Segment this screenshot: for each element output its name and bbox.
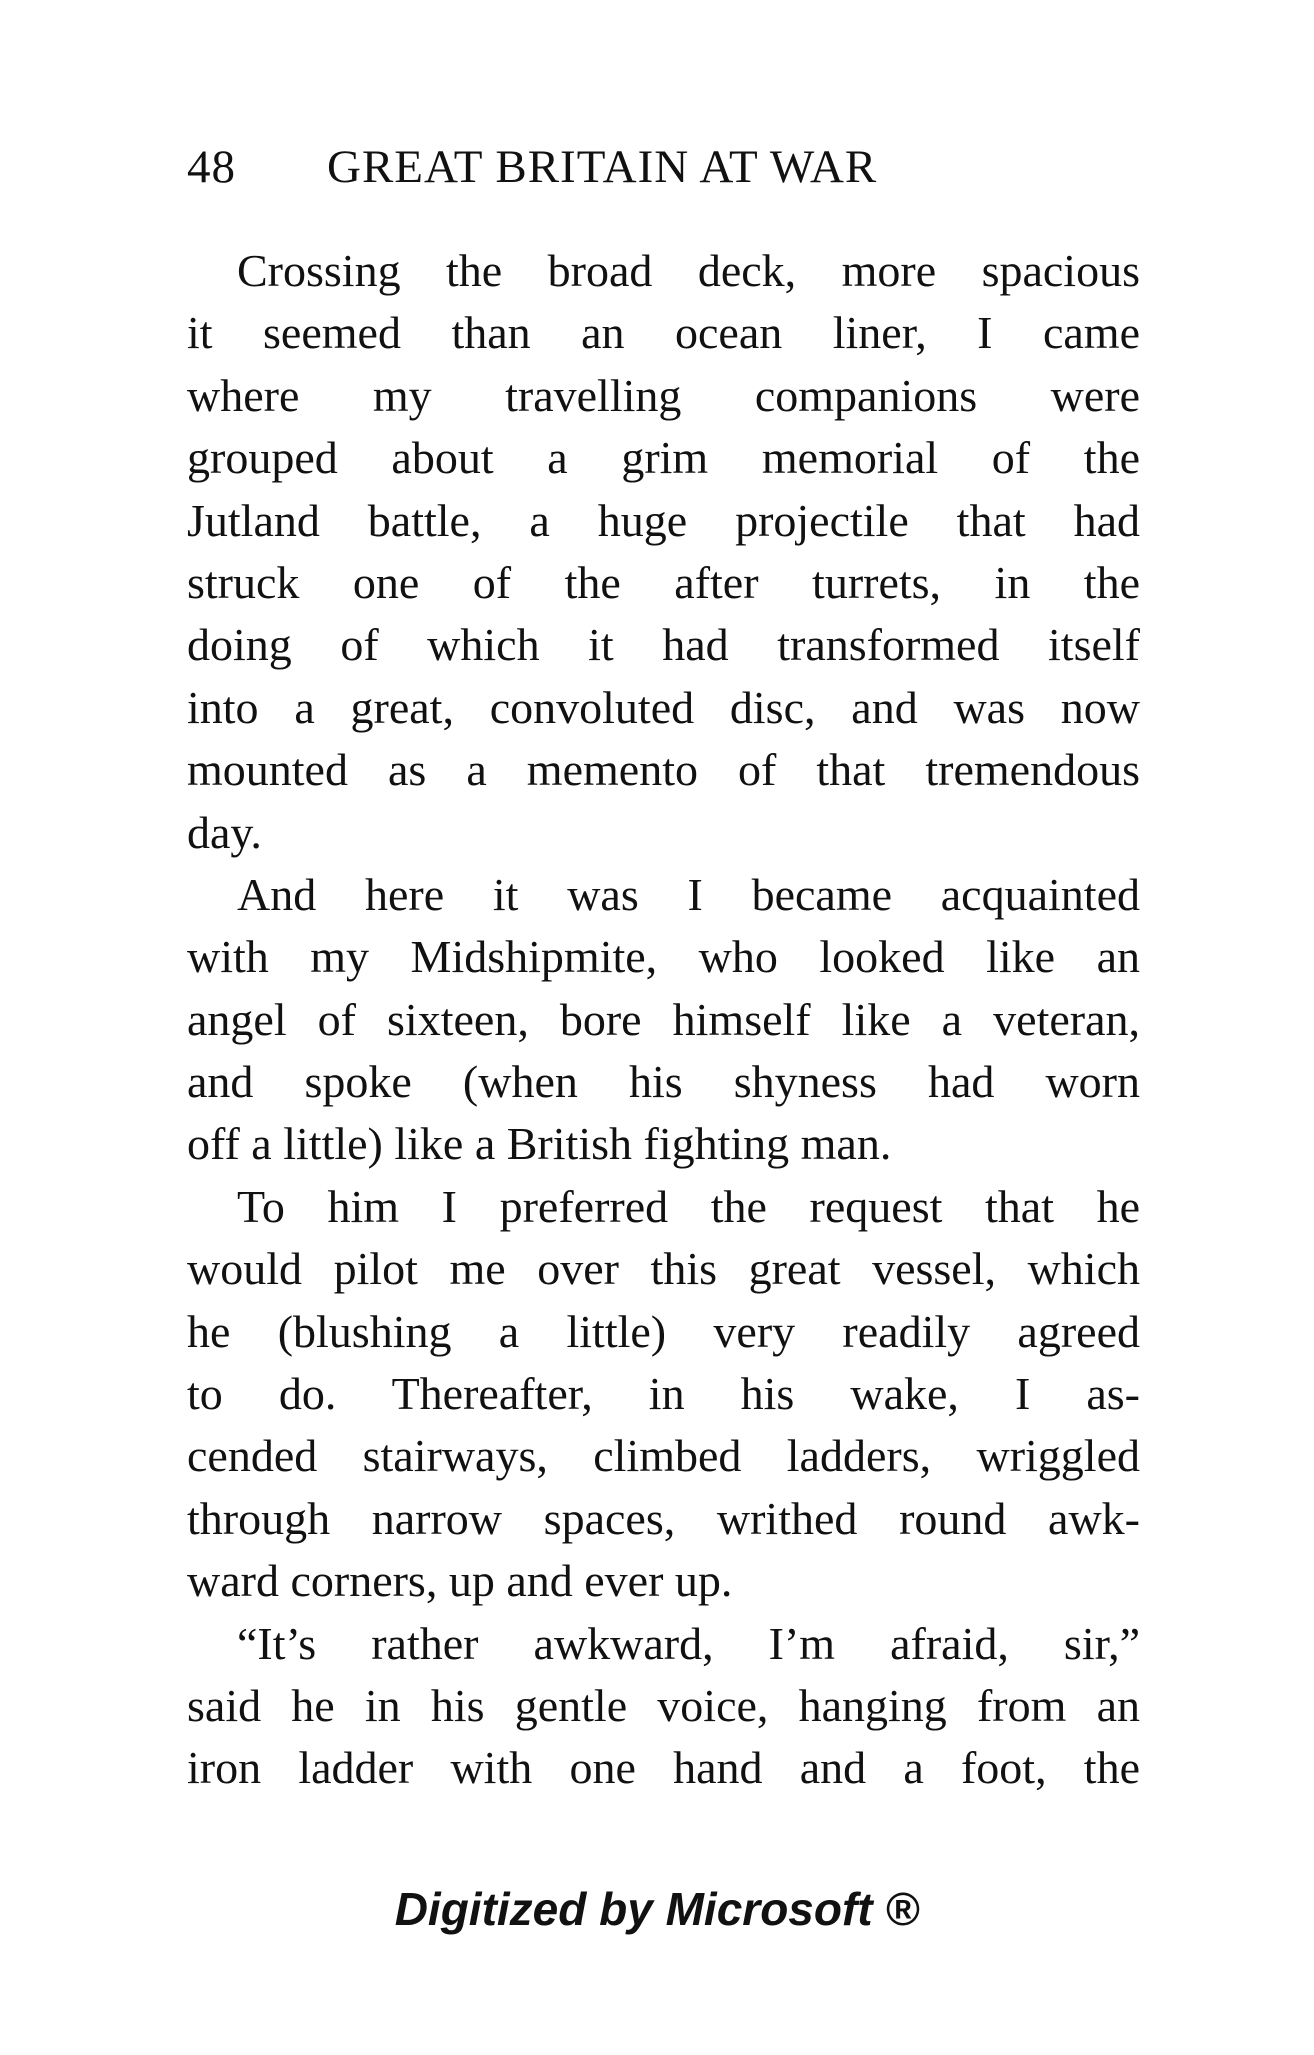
text-line: ward corners, up and ever up. [187, 1555, 733, 1607]
text-line: cended stairways, climbed ladders, wriggled [187, 1430, 1140, 1482]
running-title: GREAT BRITAIN AT WAR [327, 141, 878, 193]
text-line: iron ladder with one hand and a foot, the [187, 1742, 1140, 1794]
page-number: 48 [187, 141, 236, 193]
text-line: Jutland battle, a huge projectile that had [187, 494, 1140, 546]
text-line: off a little) like a British fighting man. [187, 1118, 892, 1170]
text-line: day. [187, 806, 262, 858]
text-line: To him I preferred the request that he [237, 1180, 1140, 1232]
text-line: he (blushing a little) very readily agreed [187, 1305, 1140, 1357]
text-line: doing of which it had transformed itself [187, 619, 1140, 671]
text-line: grouped about a grim memorial of the [187, 432, 1140, 484]
text-line: into a great, convoluted disc, and was now [187, 681, 1140, 733]
text-line: with my Midshipmite, who looked like an [187, 931, 1140, 983]
text-line: mounted as a memento of that tremendous [187, 744, 1140, 796]
text-line: where my travelling companions were [187, 369, 1140, 421]
digitization-watermark: Digitized by Microsoft ® [394, 1883, 920, 1935]
text-line: and spoke (when his shyness had worn [187, 1056, 1140, 1108]
text-line: would pilot me over this great vessel, which [187, 1243, 1140, 1295]
running-header [187, 140, 877, 194]
text-line: And here it was I became acquainted [237, 868, 1140, 920]
text-line: “It’s rather awkward, I’m afraid, sir,” [237, 1617, 1140, 1669]
text-line: struck one of the after turrets, in the [187, 556, 1140, 608]
text-line: to do. Thereafter, in his wake, I as- [187, 1368, 1140, 1420]
text-line: said he in his gentle voice, hanging from an [187, 1679, 1140, 1731]
text-line: through narrow spaces, writhed round awk- [187, 1492, 1140, 1544]
text-line: Crossing the broad deck, more spacious [237, 245, 1140, 296]
body-text [187, 240, 1140, 1800]
text-line: angel of sixteen, bore himself like a veteran, [187, 993, 1140, 1045]
text-line: it seemed than an ocean liner, I came [187, 307, 1140, 359]
